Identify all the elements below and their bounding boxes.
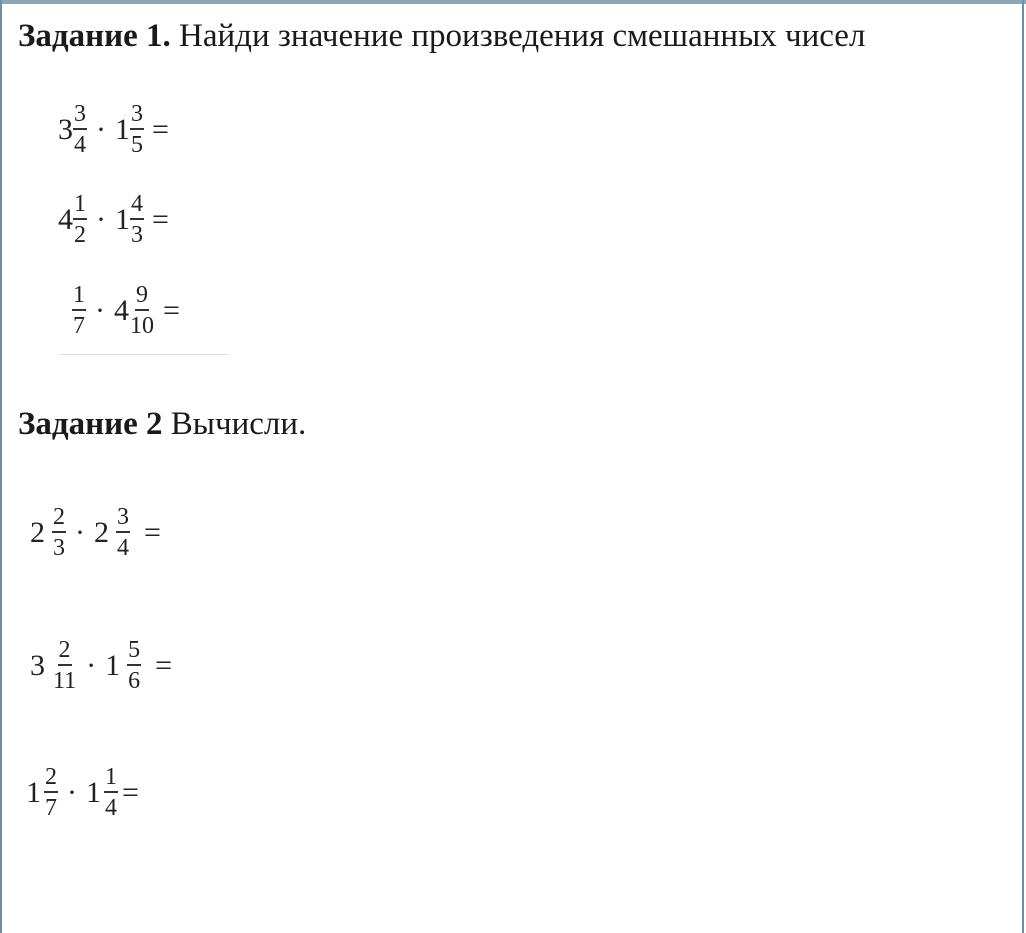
fraction-denominator: 5 (131, 132, 143, 158)
task1-instruction: Найди значение произведения смешанных чисел (170, 18, 866, 54)
fraction-numerator: 5 (127, 638, 141, 666)
fraction-numerator: 4 (130, 192, 144, 220)
mixed-number-whole: 4 (58, 202, 73, 236)
equals-sign: = (152, 112, 169, 146)
fraction (116, 505, 130, 560)
task1-label: Задание 1. (18, 18, 171, 54)
fraction (72, 283, 86, 338)
task2-expression-1 (30, 505, 161, 560)
fraction (130, 192, 144, 247)
task2-expression-2 (30, 638, 172, 693)
fraction-numerator: 3 (130, 102, 144, 130)
multiply-sign: · (96, 202, 106, 236)
mixed-number-whole: 3 (58, 112, 73, 146)
fraction-numerator: 1 (73, 192, 87, 220)
fraction-numerator: 2 (58, 638, 72, 666)
fraction (127, 638, 141, 693)
task2-expression-3 (26, 765, 139, 820)
fraction (52, 505, 66, 560)
mixed-number-whole: 4 (114, 293, 129, 327)
mixed-number-whole: 1 (115, 112, 130, 146)
fraction (44, 765, 58, 820)
multiply-sign: · (95, 293, 105, 327)
fraction-numerator: 3 (73, 102, 87, 130)
fraction (73, 192, 87, 247)
multiply-sign: · (86, 648, 97, 682)
fraction-denominator: 7 (45, 795, 57, 821)
fraction (104, 765, 118, 820)
fraction-denominator: 4 (105, 795, 117, 821)
task1-heading (18, 16, 865, 56)
fraction (52, 638, 77, 693)
task2-label: Задание 2 (18, 406, 163, 442)
task2-instruction: Вычисли. (162, 406, 307, 442)
mixed-number-whole: 2 (94, 515, 109, 549)
fraction-denominator: 2 (74, 222, 86, 248)
divider (60, 354, 228, 355)
fraction-denominator: 7 (73, 313, 85, 339)
fraction-numerator: 1 (104, 765, 118, 793)
equals-sign: = (163, 293, 180, 327)
fraction-denominator: 10 (130, 313, 154, 339)
mixed-number-whole: 1 (115, 202, 130, 236)
multiply-sign: · (96, 112, 106, 146)
mixed-number-whole: 1 (26, 775, 41, 809)
fraction-denominator: 3 (131, 222, 143, 248)
fraction-numerator: 1 (72, 283, 86, 311)
mixed-number-whole: 3 (30, 648, 45, 682)
fraction-numerator: 2 (44, 765, 58, 793)
task1-expression-3 (72, 283, 180, 338)
fraction-denominator: 4 (117, 535, 129, 561)
task1-expression-2 (58, 192, 169, 247)
task2-heading (18, 404, 306, 444)
fraction-denominator: 3 (53, 535, 65, 561)
multiply-sign: · (75, 515, 85, 549)
fraction-denominator: 4 (74, 132, 86, 158)
fraction (129, 283, 155, 338)
fraction-numerator: 3 (116, 505, 130, 533)
equals-sign: = (152, 202, 169, 236)
mixed-number-whole: 2 (30, 515, 45, 549)
fraction-numerator: 2 (52, 505, 66, 533)
fraction (130, 102, 144, 157)
fraction-numerator: 9 (135, 283, 149, 311)
fraction-denominator: 11 (53, 668, 77, 694)
equals-sign: = (155, 648, 173, 682)
fraction-denominator: 6 (128, 668, 141, 694)
multiply-sign: · (67, 775, 77, 809)
equals-sign: = (144, 515, 161, 549)
mixed-number-whole: 1 (86, 775, 101, 809)
equals-sign: = (122, 775, 139, 809)
fraction (73, 102, 87, 157)
task1-expression-1 (58, 102, 169, 157)
mixed-number-whole: 1 (105, 648, 121, 682)
